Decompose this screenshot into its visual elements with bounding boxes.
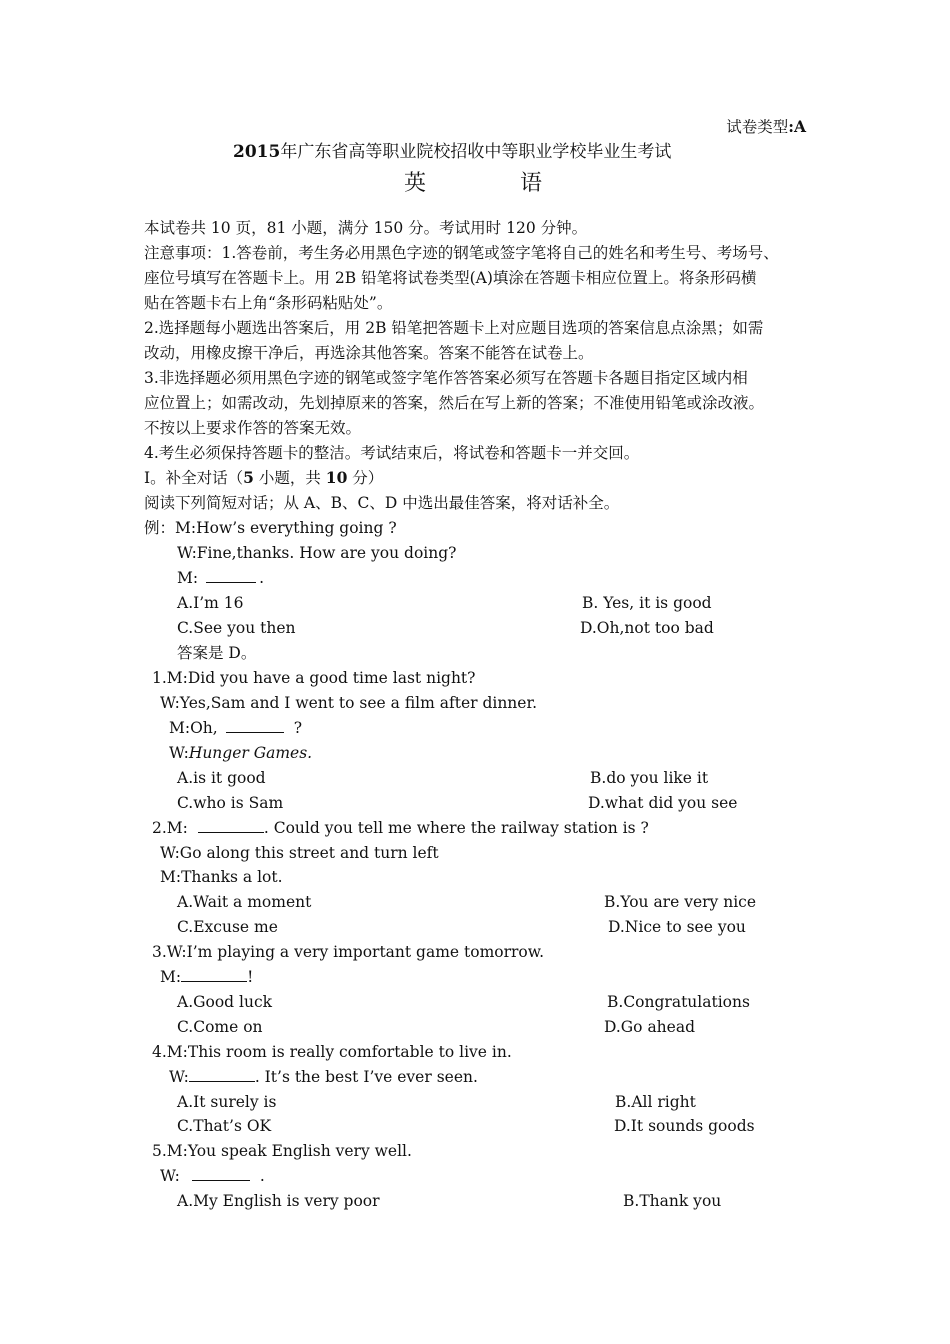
example-answer: 答案是 D。	[177, 644, 257, 662]
note3-line1: 3.非选择题必须用黑色字迹的钢笔或签字笔作答答案必须写在答题卡各题目指定区域内相	[144, 369, 748, 387]
example-label: 例：	[144, 519, 176, 537]
q3-line1: 3.W:I’m playing a very important game tomorrow.	[152, 943, 545, 961]
q2-line3: M:Thanks a lot.	[160, 868, 283, 886]
answer-blank	[206, 568, 256, 583]
answer-blank	[189, 1067, 255, 1082]
q2-line1	[152, 818, 649, 838]
q1-line3	[169, 718, 302, 738]
example-line3-suffix: .	[259, 569, 265, 587]
note2-line1: 2.选择题每小题选出答案后，用 2B 铅笔把答题卡上对应题目选项的答案信息点涂黑；如需	[144, 319, 764, 337]
q1-option-c: C.who is Sam	[177, 794, 284, 812]
paper-type	[726, 117, 806, 137]
q5-option-a: A.My English is very poor	[177, 1192, 380, 1210]
section-points: 10	[325, 468, 348, 487]
q2-option-c: C.Excuse me	[177, 918, 278, 936]
section-heading-mid: 小题，共	[253, 469, 326, 487]
section-heading-suffix: 分）	[347, 469, 384, 487]
q4-option-d: D.It sounds goods	[614, 1117, 755, 1135]
q3-option-b: B.Congratulations	[607, 993, 750, 1011]
q1-line2: W:Yes,Sam and I went to see a film after dinner.	[160, 694, 538, 712]
q4-line2	[169, 1067, 478, 1087]
note1-line3: 贴在答题卡右上角“条形码粘贴处”。	[144, 294, 393, 312]
q4-line2-prefix: W:	[169, 1068, 189, 1086]
example-line2: W:Fine,thanks. How are you doing?	[177, 544, 457, 562]
subject-char-2: 语	[520, 171, 543, 196]
q3-option-c: C.Come on	[177, 1018, 263, 1036]
q3-line2-prefix: M:	[160, 968, 182, 986]
q5-line2-suffix: .	[259, 1167, 265, 1185]
note1-line2: 座位号填写在答题卡上。用 2B 铅笔将试卷类型(A)填涂在答题卡相应位置上。将条形码横	[144, 269, 757, 287]
paper-type-value: :A	[788, 117, 806, 136]
q1-line3-prefix: M:Oh,	[169, 719, 218, 737]
note3-line2: 应位置上；如需改动，先划掉原来的答案，然后在写上新的答案；不准使用铅笔或涂改液。	[144, 394, 765, 412]
q5-option-b: B.Thank you	[623, 1192, 722, 1210]
q1-option-d: D.what did you see	[588, 794, 738, 812]
example-dialog-1: M:How’s everything going ?	[175, 519, 397, 537]
example-option-d: D.Oh,not too bad	[580, 619, 714, 637]
q1-option-b: B.do you like it	[590, 769, 709, 787]
answer-blank	[192, 1166, 250, 1181]
answer-blank	[198, 818, 264, 833]
subject-char-1: 英	[404, 171, 427, 196]
q2-line1-suffix: . Could you tell me where the railway station is ?	[263, 819, 649, 837]
example-line3	[177, 568, 264, 588]
section-question-count: 5	[243, 468, 254, 487]
q1-option-a: A.is it good	[177, 769, 266, 787]
note2-line2: 改动，用橡皮擦干净后，再选涂其他答案。答案不能答在试卷上。	[144, 344, 594, 362]
q1-line4-italic: Hunger Games.	[188, 744, 313, 762]
answer-blank	[226, 718, 284, 733]
note3-line3: 不按以上要求作答的答案无效。	[144, 419, 362, 437]
example-option-a: A.I’m 16	[177, 594, 244, 612]
q1-line4-prefix: W:	[169, 744, 189, 762]
q4-option-b: B.All right	[615, 1093, 696, 1111]
note4: 4.考生必须保持答题卡的整洁。考试结束后，将试卷和答题卡一并交回。	[144, 444, 640, 462]
q2-option-d: D.Nice to see you	[608, 918, 746, 936]
exam-year: 2015	[233, 142, 281, 162]
section-directions: 阅读下列简短对话；从 A、B、C、D 中选出最佳答案，将对话补全。	[144, 494, 620, 512]
example-option-c: C.See you then	[177, 619, 296, 637]
q3-option-d: D.Go ahead	[604, 1018, 696, 1036]
example-option-b: B. Yes, it is good	[582, 594, 712, 612]
example-line3-prefix: M:	[177, 569, 199, 587]
q3-option-a: A.Good luck	[177, 993, 273, 1011]
exam-title-text: 年广东省高等职业院校招收中等职业学校毕业生考试	[280, 142, 672, 162]
section-heading-prefix: Ⅰ。补全对话（	[144, 469, 244, 487]
q4-line2-suffix: . It’s the best I’ve ever seen.	[254, 1068, 478, 1086]
q2-option-a: A.Wait a moment	[177, 893, 312, 911]
q5-line2-prefix: W:	[160, 1167, 180, 1185]
q2-line1-prefix: 2.M:	[152, 819, 188, 837]
q4-option-a: A.It surely is	[177, 1093, 277, 1111]
q4-line1: 4.M:This room is really comfortable to live in.	[152, 1043, 512, 1061]
paper-type-label: 试卷类型	[726, 118, 789, 136]
q3-line2	[160, 967, 253, 987]
answer-blank	[181, 967, 247, 982]
q2-line2: W:Go along this street and turn left	[160, 844, 439, 862]
note1-line1: 注意事项：1.答卷前，考生务必用黑色字迹的钢笔或签字笔将自己的姓名和考生号、考场号、	[144, 244, 779, 262]
q1-line1: 1.M:Did you have a good time last night?	[152, 669, 476, 687]
q1-line3-suffix: ?	[293, 719, 303, 737]
q2-option-b: B.You are very nice	[604, 893, 757, 911]
example-line1	[144, 518, 397, 538]
q1-line4	[169, 743, 312, 763]
q3-line2-suffix: !	[247, 968, 254, 986]
section-heading	[144, 468, 383, 488]
q5-line1: 5.M:You speak English very well.	[152, 1142, 412, 1160]
exam-overview: 本试卷共 10 页，81 小题，满分 150 分。考试用时 120 分钟。	[144, 219, 588, 237]
q5-line2	[160, 1166, 265, 1186]
exam-title	[233, 142, 671, 162]
q4-option-c: C.That’s OK	[177, 1117, 272, 1135]
